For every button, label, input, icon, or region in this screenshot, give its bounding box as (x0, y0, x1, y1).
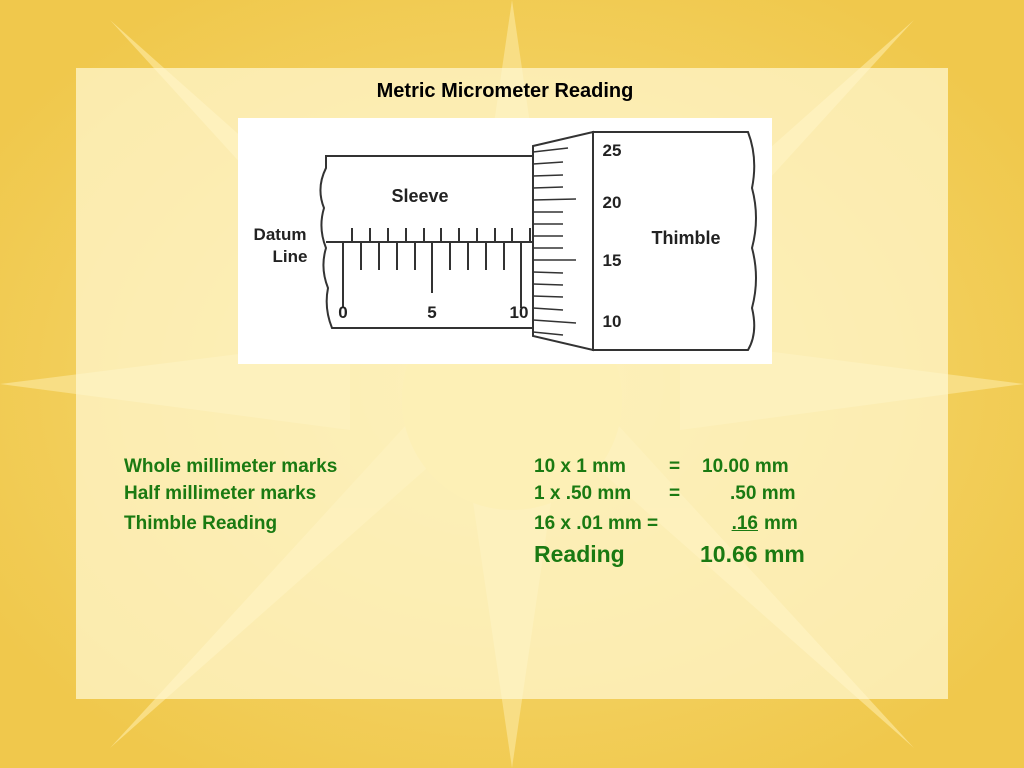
row-eq-whole-mm: = (669, 456, 681, 477)
row-expr-half-mm: 1 x .50 mm (534, 483, 632, 504)
row-result-half-mm: .50 mm (730, 483, 796, 504)
row-result-thimble-value: .16 (731, 513, 758, 534)
row-expr-thimble: 16 x .01 mm = (534, 513, 659, 534)
row-label-whole-mm: Whole millimeter marks (124, 456, 338, 477)
thimble-tick-label-20: 20 (602, 193, 622, 212)
thimble-tick-label-15: 15 (602, 251, 622, 270)
micrometer-illustration (238, 118, 772, 364)
datum-label-line2: Line (272, 247, 308, 266)
thimble-tick-label-25: 25 (602, 141, 622, 160)
row-result-thimble-unit: mm (764, 513, 798, 534)
thimble-label: Thimble (651, 228, 721, 248)
row-label-thimble: Thimble Reading (124, 513, 278, 534)
sleeve-tick-label-0: 0 (338, 303, 348, 322)
sleeve-label: Sleeve (391, 186, 449, 206)
micrometer-diagram (238, 118, 772, 364)
sleeve-tick-label-10: 10 (509, 303, 529, 322)
row-eq-half-mm: = (669, 483, 681, 504)
row-expr-whole-mm: 10 x 1 mm (534, 456, 626, 477)
page-title: Metric Micrometer Reading (376, 80, 634, 102)
total-value: 10.66 mm (700, 541, 805, 567)
row-label-half-mm: Half millimeter marks (124, 483, 317, 504)
sleeve-tick-label-5: 5 (427, 303, 437, 322)
row-result-whole-mm: 10.00 mm (702, 456, 789, 477)
thimble-bevel (533, 132, 593, 350)
total-label: Reading (534, 541, 625, 567)
datum-label-line1: Datum (253, 225, 307, 244)
thimble-tick-label-10: 10 (602, 312, 622, 331)
